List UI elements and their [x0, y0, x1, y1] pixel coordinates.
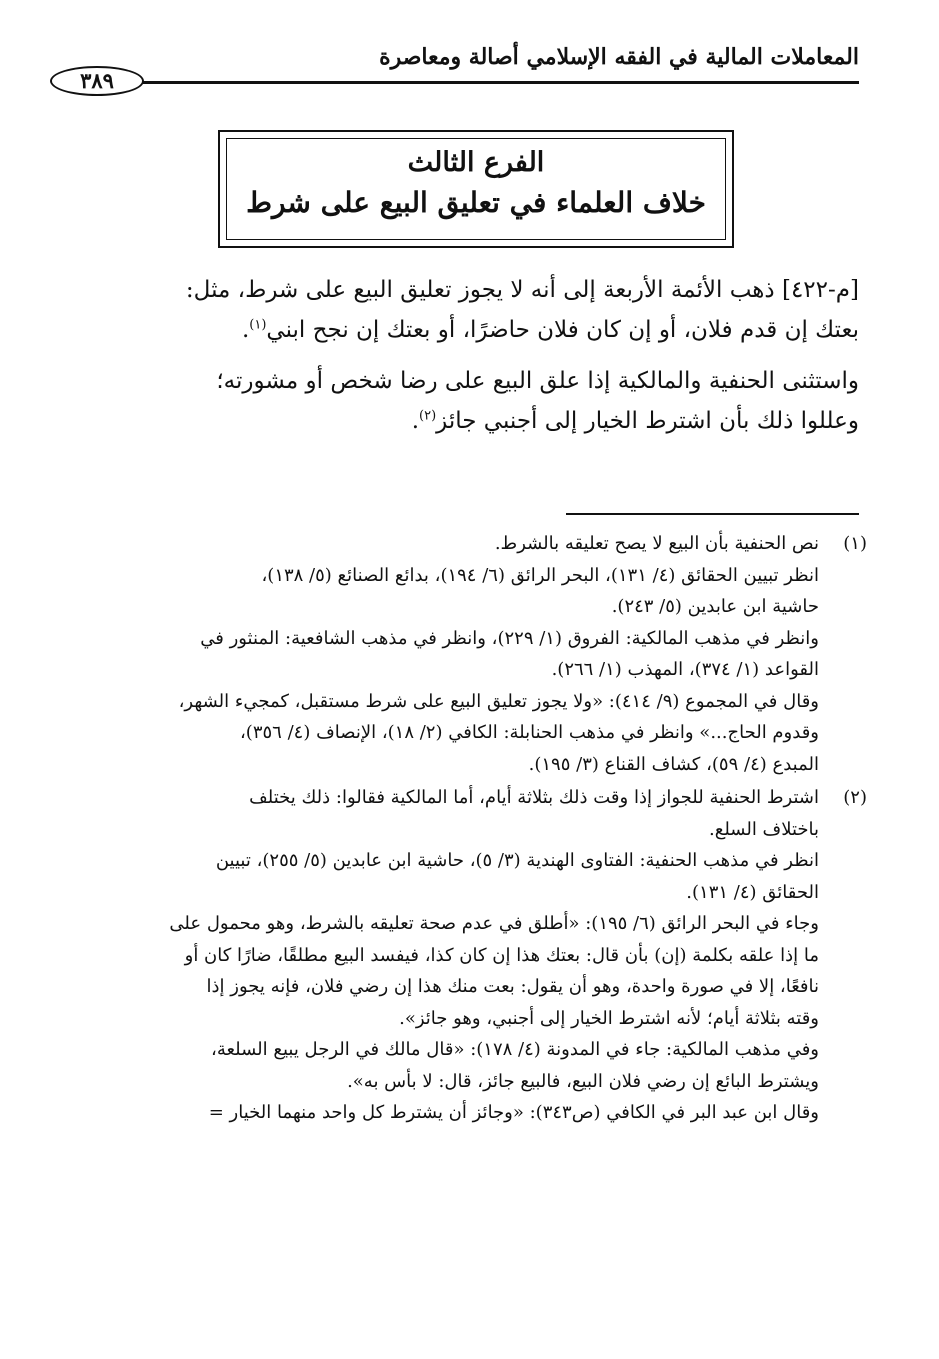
footnote-line: وفي مذهب المالكية: جاء في المدونة (٤/ ١٧٨): «قال مالك في الرجل يبيع السلعة،	[211, 1039, 819, 1060]
text-line: واستثنى الحنفية والمالكية إذا علق البيع على رضا شخص أو مشورته؛	[216, 367, 859, 394]
footnote-paragraph	[91, 686, 819, 781]
footnote-line: المبدع (٤/ ٥٩)، كشاف القناع (٣/ ١٩٥).	[528, 753, 819, 775]
footnote-line: وقدوم الحاج...» وانظر في مذهب الحنابلة: الكافي (٢/ ١٨)، الإنصاف (٤/ ٣٥٦)،	[240, 722, 819, 743]
footnote	[91, 782, 867, 1129]
footnote-line: الحقائق (٤/ ١٣١).	[686, 881, 819, 903]
footnote-paragraph	[91, 908, 819, 1034]
footnote-line: انظر في مذهب الحنفية: الفتاوى الهندية (٣/ ٥)، حاشية ابن عابدين (٥/ ٢٥٥)، تبيين	[215, 850, 819, 871]
footnote-marker: (٢)	[419, 408, 437, 424]
text-line: [م-٤٢٢] ذهب الأئمة الأربعة إلى أنه لا يجوز تعليق البيع على شرط، مثل:	[185, 277, 859, 303]
footnotes	[91, 528, 867, 1131]
footnote-paragraph	[91, 623, 819, 686]
footnote-line: باختلاف السلع.	[709, 818, 819, 840]
footnote-line: نص الحنفية بأن البيع لا يصح تعليقه بالشرط.	[494, 533, 819, 554]
book-title: المعاملات المالية في الفقه الإسلامي أصالة ومعاصرة	[379, 44, 859, 70]
footnote-marker: (١)	[249, 317, 267, 333]
footnote-line: انظر تبيين الحقائق (٤/ ١٣١)، البحر الرائق (٦/ ١٩٤)، بدائع الصنائع (٥/ ١٣٨)،	[261, 564, 819, 586]
footnote-number: (١)	[843, 533, 867, 554]
main-text	[79, 270, 859, 451]
section-title-box	[218, 130, 734, 248]
text-line: وعللوا ذلك بأن اشترط الخيار إلى أجنبي جائز	[436, 407, 859, 434]
footnote-paragraph	[91, 528, 819, 560]
footnote	[91, 528, 867, 780]
footnote-line: ما إذا علقه بكلمة (إن) بأن قال: بعتك هذا إن كان كذا، فيفسد البيع مطلقًا، ضارًا كان أو	[184, 944, 819, 966]
footnote-line: القواعد (١/ ٣٧٤)، المهذب (١/ ٢٦٦).	[551, 659, 819, 680]
footnote-line: وقال في المجموع (٩/ ٤١٤): «ولا يجوز تعليق البيع على شرط مستقبل، كمجيء الشهر،	[178, 690, 819, 712]
footnote-line: وانظر في مذهب المالكية: الفروق (١/ ٢٢٩)، وانظر في مذهب الشافعية: المنثور في	[200, 627, 819, 649]
footnote-paragraph	[91, 782, 819, 845]
footnote-divider	[566, 513, 859, 515]
paragraph: واستثنى الحنفية والمالكية إذا علق البيع على رضا شخص أو مشورته؛ وعللوا ذلك بأن اشترط الخيار إلى أجنبي جائز$^{(٢)}$.	[79, 361, 859, 442]
footnote-line: اشترط الحنفية للجواز إذا وقت ذلك بثلاثة أيام، أما المالكية فقالوا: ذلك يختلف	[249, 787, 819, 808]
footnote-line: وقال ابن عبد البر في الكافي (ص٣٤٣): «وجائز أن يشترط كل واحد منهما الخيار =	[208, 1102, 819, 1123]
footnote-paragraph	[91, 560, 819, 623]
footnote-paragraph	[91, 1034, 819, 1097]
footnote-paragraph	[91, 845, 819, 908]
section-subheading: خلاف العلماء في تعليق البيع على شرط	[246, 186, 706, 219]
footnote-line: حاشية ابن عابدين (٥/ ٢٤٣).	[611, 596, 819, 617]
footnote-line: ويشترط البائع إن رضي فلان البيع، فالبيع جائز، قال: لا بأس به».	[347, 1070, 819, 1092]
footnote-paragraph	[91, 1097, 819, 1129]
section-heading: الفرع الثالث	[407, 147, 545, 178]
text-line: بعتك إن قدم فلان، أو إن كان فلان حاضرًا، أو بعتك إن نجح ابني	[266, 317, 859, 344]
footnote-line: وقته بثلاثة أيام؛ لأنه اشترط الخيار إلى أجنبي، وهو جائز».	[399, 1007, 819, 1029]
page-number: ٣٨٩	[50, 66, 144, 96]
header-rule	[69, 81, 859, 84]
running-header	[69, 40, 859, 80]
footnote-number: (٢)	[843, 787, 867, 808]
paragraph: [م-٤٢٢] ذهب الأئمة الأربعة إلى أنه لا يجوز تعليق البيع على شرط، مثل: بعتك إن قدم فلان، أو إن كان فلان حاضرًا، أو بعتك إن نجح ابني$^{(١)}$.	[79, 270, 859, 351]
footnote-line: وجاء في البحر الرائق (٦/ ١٩٥): «أطلق في عدم صحة تعليقه بالشرط، وهو محمول على	[169, 913, 819, 934]
footnote-line: نافعًا، إلا في صورة واحدة، وهو أن يقول: بعت منك هذا إن رضي فلان، فإنه يجوز إذا	[206, 976, 819, 997]
